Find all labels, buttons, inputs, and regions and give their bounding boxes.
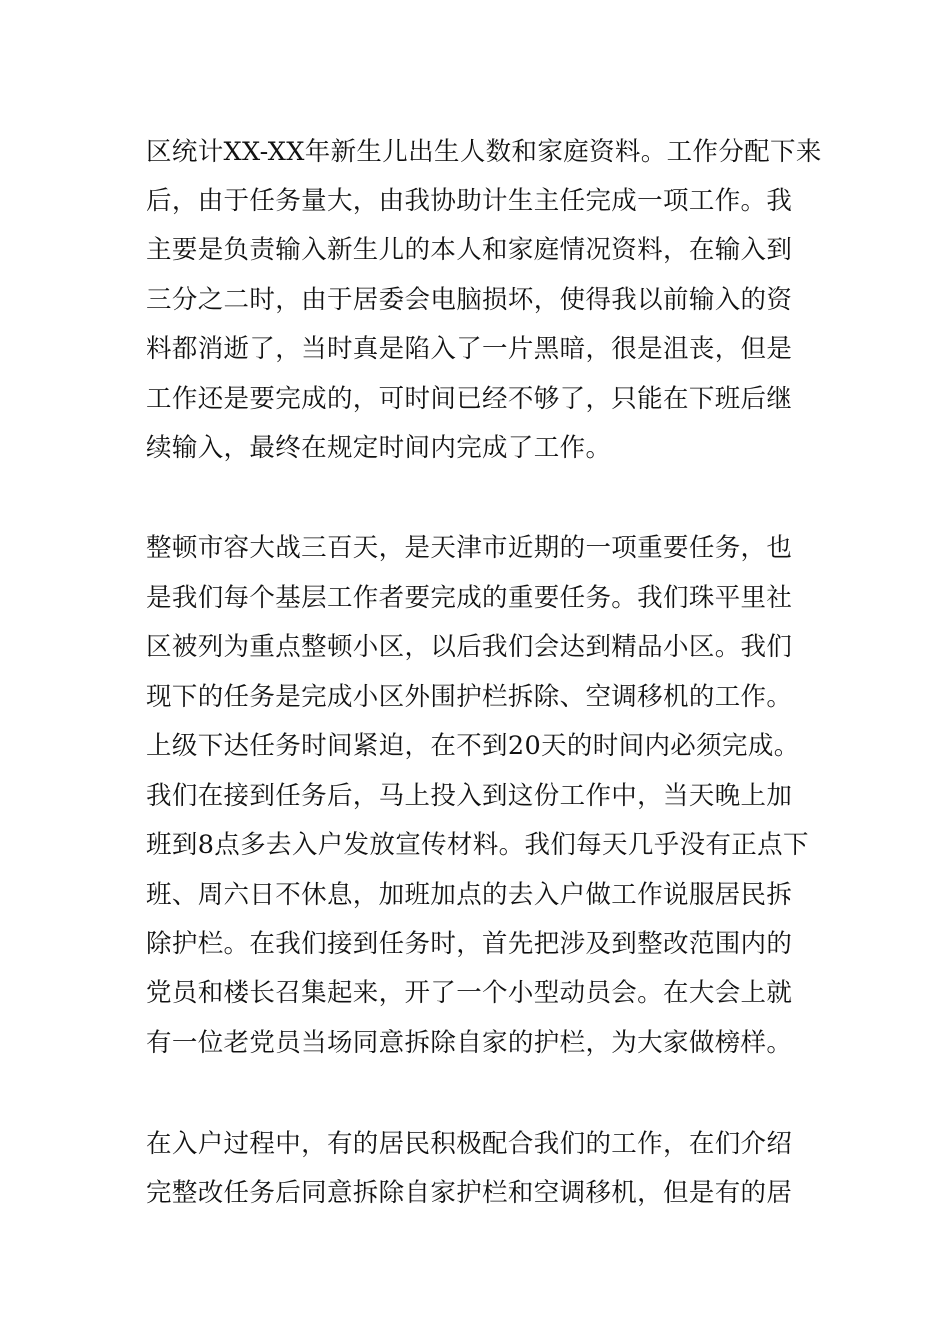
text-line: 区统计XX-XX年新生儿出生人数和家庭资料。工作分配下来: [146, 137, 822, 167]
text-line: 班、周六日不休息，加班加点的去入户做工作说服居民拆: [146, 880, 793, 910]
text-line: 班到8点多去入户发放宣传材料。我们每天几乎没有正点下: [146, 830, 809, 860]
text-line: 后，由于任务量大，由我协助计生主任完成一项工作。我: [146, 186, 793, 216]
text-line: 有一位老党员当场同意拆除自家的护栏，为大家做榜样。: [146, 1028, 793, 1058]
text-line: 续输入，最终在规定时间内完成了工作。: [146, 433, 612, 463]
text-line: 党员和楼长召集起来，开了一个小型动员会。在大会上就: [146, 978, 793, 1008]
text-line: 整顿市容大战三百天，是天津市近期的一项重要任务，也: [146, 533, 793, 563]
text-line: 区被列为重点整顿小区，以后我们会达到精品小区。我们: [146, 632, 793, 662]
text-line: 除护栏。在我们接到任务时，首先把涉及到整改范围内的: [146, 929, 793, 959]
text-line: 现下的任务是完成小区外围护栏拆除、空调移机的工作。: [146, 682, 793, 712]
text-line: 工作还是要完成的，可时间已经不够了，只能在下班后继: [146, 384, 793, 414]
text-line: 料都消逝了，当时真是陷入了一片黑暗，很是沮丧，但是: [146, 334, 793, 364]
text-line: 三分之二时，由于居委会电脑损坏，使得我以前输入的资: [146, 285, 793, 315]
text-line: 上级下达任务时间紧迫，在不到20天的时间内必须完成。: [146, 731, 800, 761]
text-line: 完整改任务后同意拆除自家护栏和空调移机，但是有的居: [146, 1178, 793, 1208]
text-line: 我们在接到任务后，马上投入到这份工作中，当天晚上加: [146, 781, 793, 811]
text-line: 主要是负责输入新生儿的本人和家庭情况资料，在输入到: [146, 235, 793, 265]
text-line: 是我们每个基层工作者要完成的重要任务。我们珠平里社: [146, 583, 793, 613]
text-line: 在入户过程中，有的居民积极配合我们的工作，在们介绍: [146, 1129, 793, 1159]
